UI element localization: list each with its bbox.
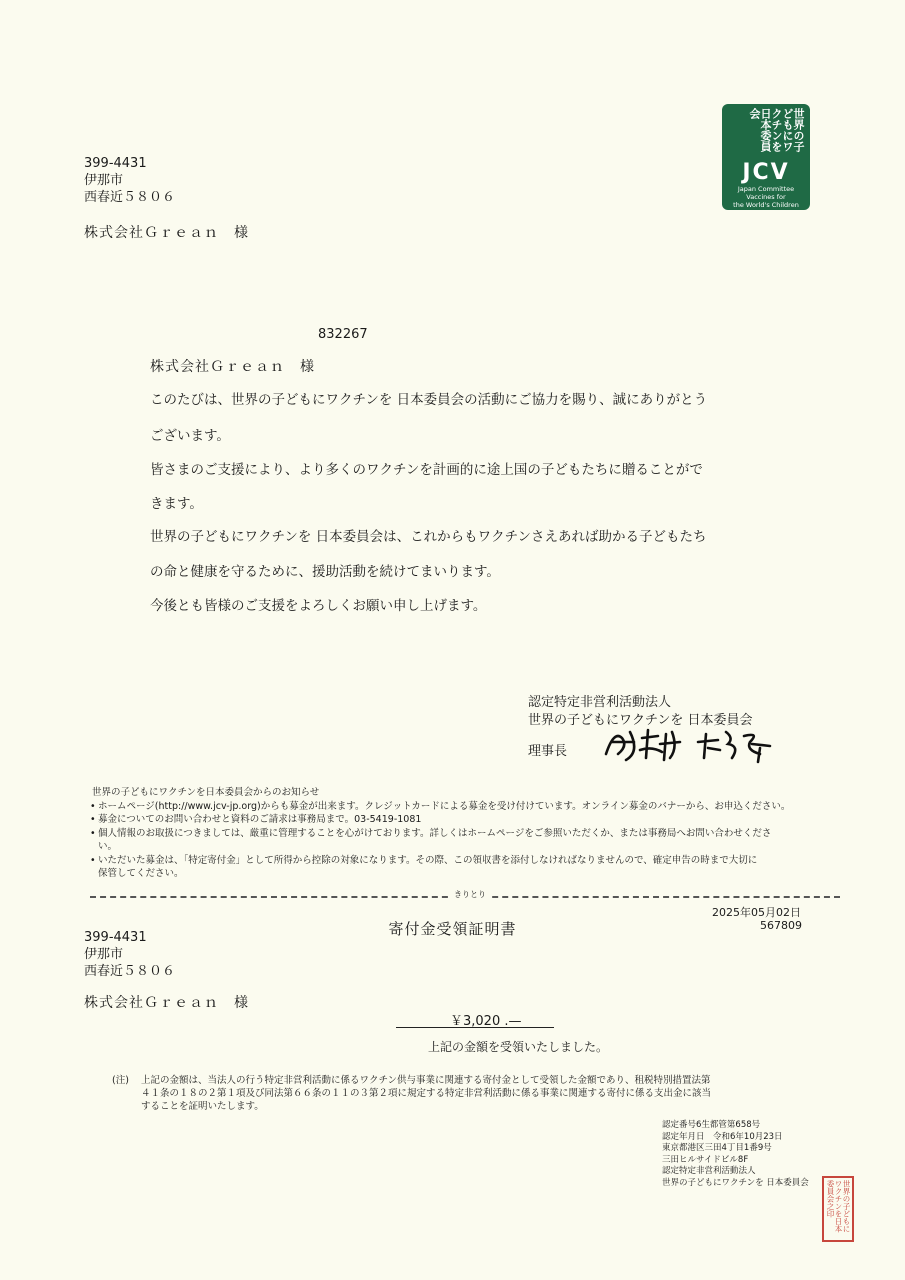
letter-line: ございます。 — [150, 428, 230, 444]
org-name: 世界の子どもにワクチンを 日本委員会 — [528, 713, 753, 728]
handwritten-signature — [600, 724, 780, 764]
amount-underline — [396, 1027, 554, 1028]
top-address — [84, 155, 175, 206]
jcv-logo — [722, 104, 810, 210]
certificate-address — [84, 929, 175, 980]
notice-item-cont: 保管してください。 — [98, 868, 184, 879]
received-statement: 上記の金額を受領いたしました。 — [428, 1040, 609, 1054]
donation-amount: ￥3,020 .— — [450, 1014, 522, 1029]
street: 西春近５８０６ — [84, 190, 176, 205]
donor-id: 832267 — [318, 327, 368, 342]
letter-recipient: 株式会社Ｇｒｅａｎ 様 — [150, 359, 315, 375]
notice-item: • ホームページ(http://www.jcv-jp.org)からも募金が出来ます。クレジットカードによる募金を受け付けています。オンライン募金のバナーから、お申込ください。 — [90, 800, 791, 812]
city: 伊那市 — [84, 173, 124, 188]
notice-section — [90, 786, 850, 881]
certificate-number: 567809 — [760, 919, 802, 932]
top-recipient: 株式会社Ｇｒｅａｎ 様 — [84, 225, 249, 241]
signatory-role: 理事長 — [528, 744, 568, 759]
logo-acronym: JCV — [742, 160, 790, 185]
notice-item: • 個人情報のお取扱につきましては、厳重に管理することを心がけております。詳しくはホームページをご参照いただくか、または事務局へお問い合わせくださ — [90, 827, 772, 839]
letter-line: きます。 — [150, 496, 203, 512]
certificate-note: 上記の金額は、当法人の行う特定非営利活動に係るワクチン供与事業に関連する寄付金として受領した金額であり、租税特別措置法第 ４１条の１８の２第１項及び同法第６６条の１１の３第２項に規定する特定非営利活動に係る事業に関連する寄付に係る支出金に該当 することを証明いたします。 — [141, 1075, 712, 1112]
letter-line: 皆さまのご支援により、より多くのワクチンを計画的に途上国の子どもたちに贈ることがで — [150, 462, 703, 478]
note-label: (注) — [112, 1075, 129, 1086]
letter-line: このたびは、世界の子どもにワクチンを 日本委員会の活動にご協力を賜り、誠にありがとう — [150, 392, 708, 408]
notice-heading: 世界の子どもにワクチンを日本委員会からのお知らせ — [92, 787, 320, 798]
notice-item-cont: い。 — [98, 841, 118, 852]
logo-jp-text: 世界の子どもにワクチンを日本委員会 — [748, 108, 805, 152]
logo-english: Japan Committee Vaccines for the World's Children — [733, 185, 799, 209]
certificate-recipient: 株式会社Ｇｒｅａｎ 様 — [84, 995, 249, 1011]
certificate-date: 2025年05月02日 — [712, 906, 801, 919]
city: 伊那市 — [84, 947, 124, 962]
notice-item: • 募金についてのお問い合わせと資料のご請求は事務局まで。03-5419-1081 — [90, 814, 422, 825]
letter-line: 世界の子どもにワクチンを 日本委員会は、これからもワクチンさえあれば助かる子どもたち — [150, 529, 707, 545]
org-type: 認定特定非営利活動法人 — [528, 695, 672, 710]
postal-code: 399-4431 — [84, 930, 147, 945]
cut-label: きりとり — [450, 889, 490, 900]
issuer-block: 認定番号6生都管第658号 認定年月日 令和6年10月23日 東京都港区三田4丁目1番9号 三田ヒルサイドビル8F 認定特定非営利活動法人 世界の子どもにワクチンを 日本委員会 — [662, 1120, 809, 1188]
street: 西春近５８０６ — [84, 964, 176, 979]
official-seal: 世界の子どもにワクチンを日本委員会之印 — [822, 1176, 854, 1242]
postal-code: 399-4431 — [84, 156, 147, 171]
notice-item: • いただいた募金は、「特定寄付金」として所得から控除の対象になります。その際、この領収書を添付しなければなりませんので、確定申告の時まで大切に — [90, 854, 758, 866]
letter-line: の命と健康を守るために、援助活動を続けてまいります。 — [150, 564, 500, 580]
certificate-title: 寄付金受領証明書 — [388, 920, 517, 938]
letter-line: 今後とも皆様のご支援をよろしくお願い申し上げます。 — [150, 598, 487, 614]
